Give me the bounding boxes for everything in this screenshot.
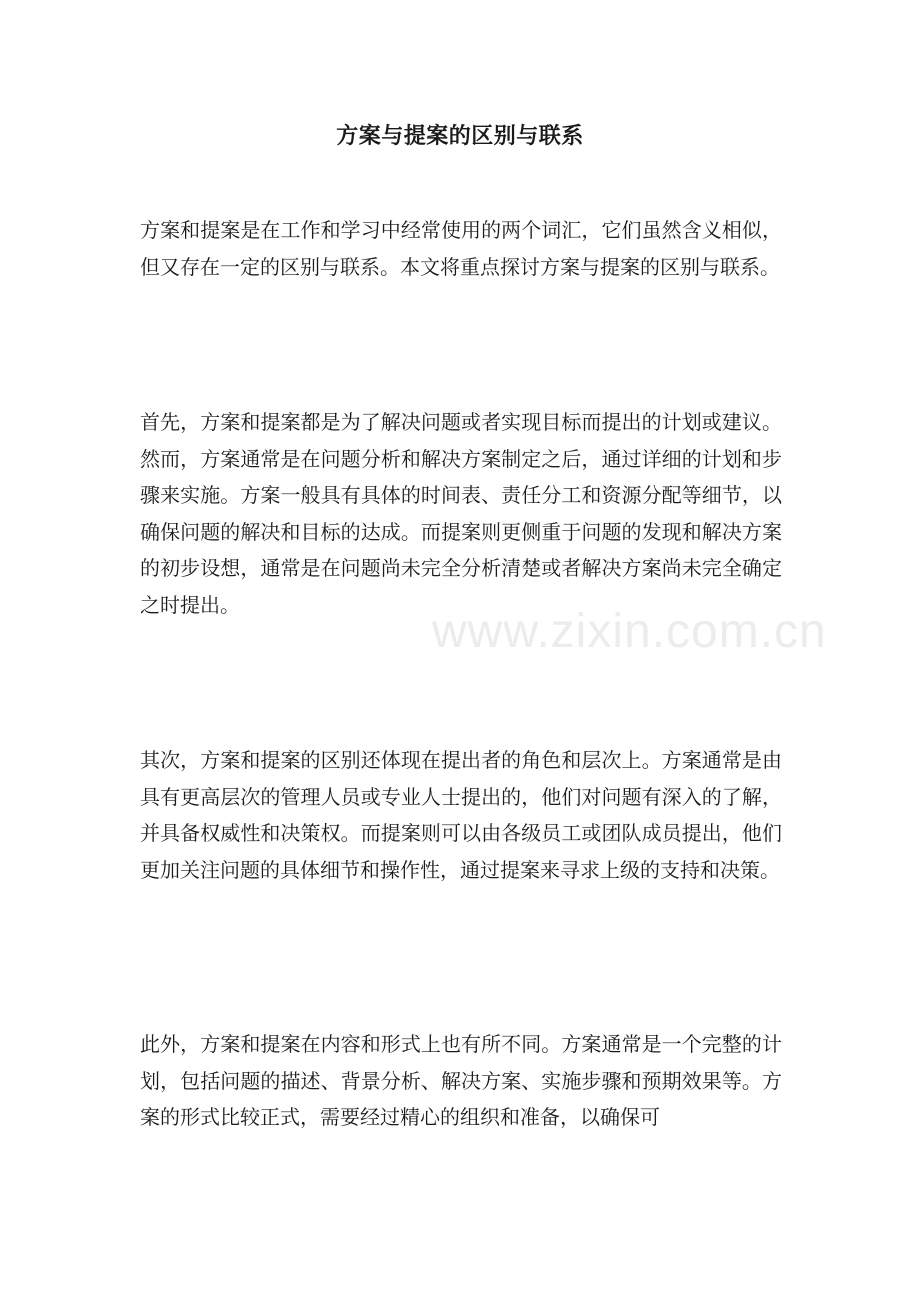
paragraph-1: 方案和提案是在工作和学习中经常使用的两个词汇，它们虽然含义相似，但又存在一定的区别与联系。本文将重点探讨方案与提案的区别与联系。	[140, 218, 782, 279]
paragraph-4: 此外，方案和提案在内容和形式上也有所不同。方案通常是一个完整的计划，包括问题的描述、背景分析、解决方案、实施步骤和预期效果等。方案的形式比较正式，需要经过精心的组织和准备，以确保可	[140, 1032, 782, 1129]
paragraph-3: 其次，方案和提案的区别还体现在提出者的角色和层次上。方案通常是由具有更高层次的管理人员或专业人士提出的，他们对问题有深入的了解，并具备权威性和决策权。而提案则可以由各级员工或团队成员提出，他们更加关注问题的具体细节和操作性，通过提案来寻求上级的支持和决策。	[140, 748, 782, 882]
document-title: 方案与提案的区别与联系	[336, 123, 584, 149]
watermark: www.zixin.com.cn	[432, 605, 827, 658]
paragraph-2: 首先，方案和提案都是为了解决问题或者实现目标而提出的计划或建议。然而，方案通常是在问题分析和解决方案制定之后，通过详细的计划和步骤来实施。方案一般具有具体的时间表、责任分工和资源分配等细节，以确保问题的解决和目标的达成。而提案则更侧重于问题的发现和解决方案的初步设想，通常是在问题尚未完全分析清楚或者解决方案尚未完全确定之时提出。	[140, 410, 782, 617]
